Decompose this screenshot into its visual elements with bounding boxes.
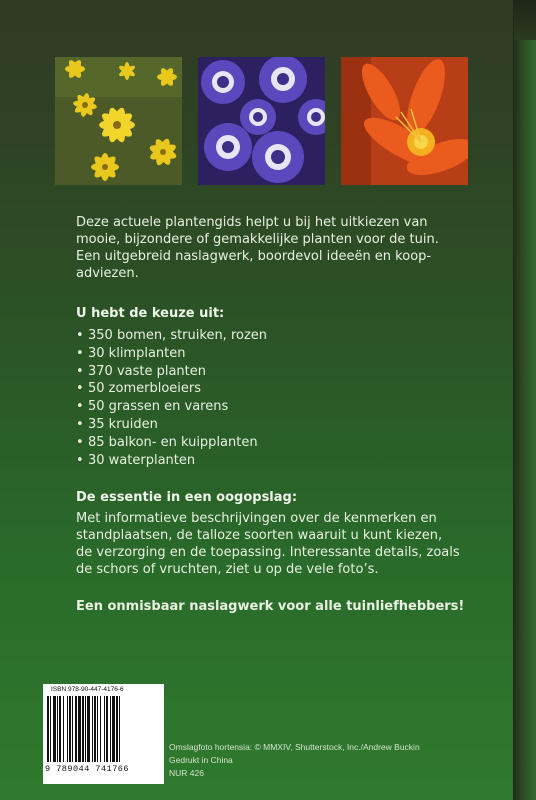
choices-list	[76, 327, 267, 469]
list-item: • 50 zomerbloeiers	[76, 381, 202, 397]
list-item: • 30 klimplanten	[76, 345, 186, 361]
barcode-digits: 9 789044 741766	[45, 764, 130, 774]
printed-in: Gedrukt in China	[169, 755, 233, 765]
photo-credit: Omslagfoto hortensia: © MMXIV, Shutterstock, Inc./Andrew Buckin	[169, 742, 420, 752]
list-item: • 85 balkon- en kuipplanten	[76, 434, 258, 450]
barcode-bars	[47, 696, 160, 764]
photo-orange-lily	[341, 57, 468, 185]
barcode	[43, 684, 164, 784]
intro-text: Deze actuele plantengids helpt u bij het uitkiezen van mooie, bijzondere of gemakkelijke planten voor de tuin. Een uitgebreid naslagwerk, boordevol ideeën en koop-adviezen.	[76, 215, 439, 281]
book-spine	[513, 0, 536, 800]
list-item: • 50 grassen en varens	[76, 399, 229, 415]
list-item: • 30 waterplanten	[76, 452, 196, 468]
list-item: • 350 bomen, struiken, rozen	[76, 328, 268, 343]
list-item: • 370 vaste planten	[76, 363, 207, 379]
nur-code: NUR 426	[169, 768, 204, 778]
photo-yellow-flowers	[55, 57, 182, 185]
essence-text: Met informatieve beschrijvingen over de kenmerken en standplaatsen, de talloze soorten waaruit u kunt kiezen, de verzorging en de toepassing. Interessante details, zoals de schors of vruchten, ziet u op de vele foto’s.	[76, 511, 460, 577]
essence-heading: De essentie in een oogopslag:	[76, 490, 298, 505]
choices-heading: U hebt de keuze uit:	[76, 306, 225, 321]
list-item: • 35 kruiden	[76, 416, 158, 432]
photo-purple-flowers	[198, 57, 325, 185]
isbn-label: ISBN 978-90-447-4176-6	[51, 686, 124, 693]
closing-tagline: Een onmisbaar naslagwerk voor alle tuinliefhebbers!	[76, 599, 465, 614]
credits	[169, 741, 420, 780]
spine-shadow	[514, 0, 536, 40]
